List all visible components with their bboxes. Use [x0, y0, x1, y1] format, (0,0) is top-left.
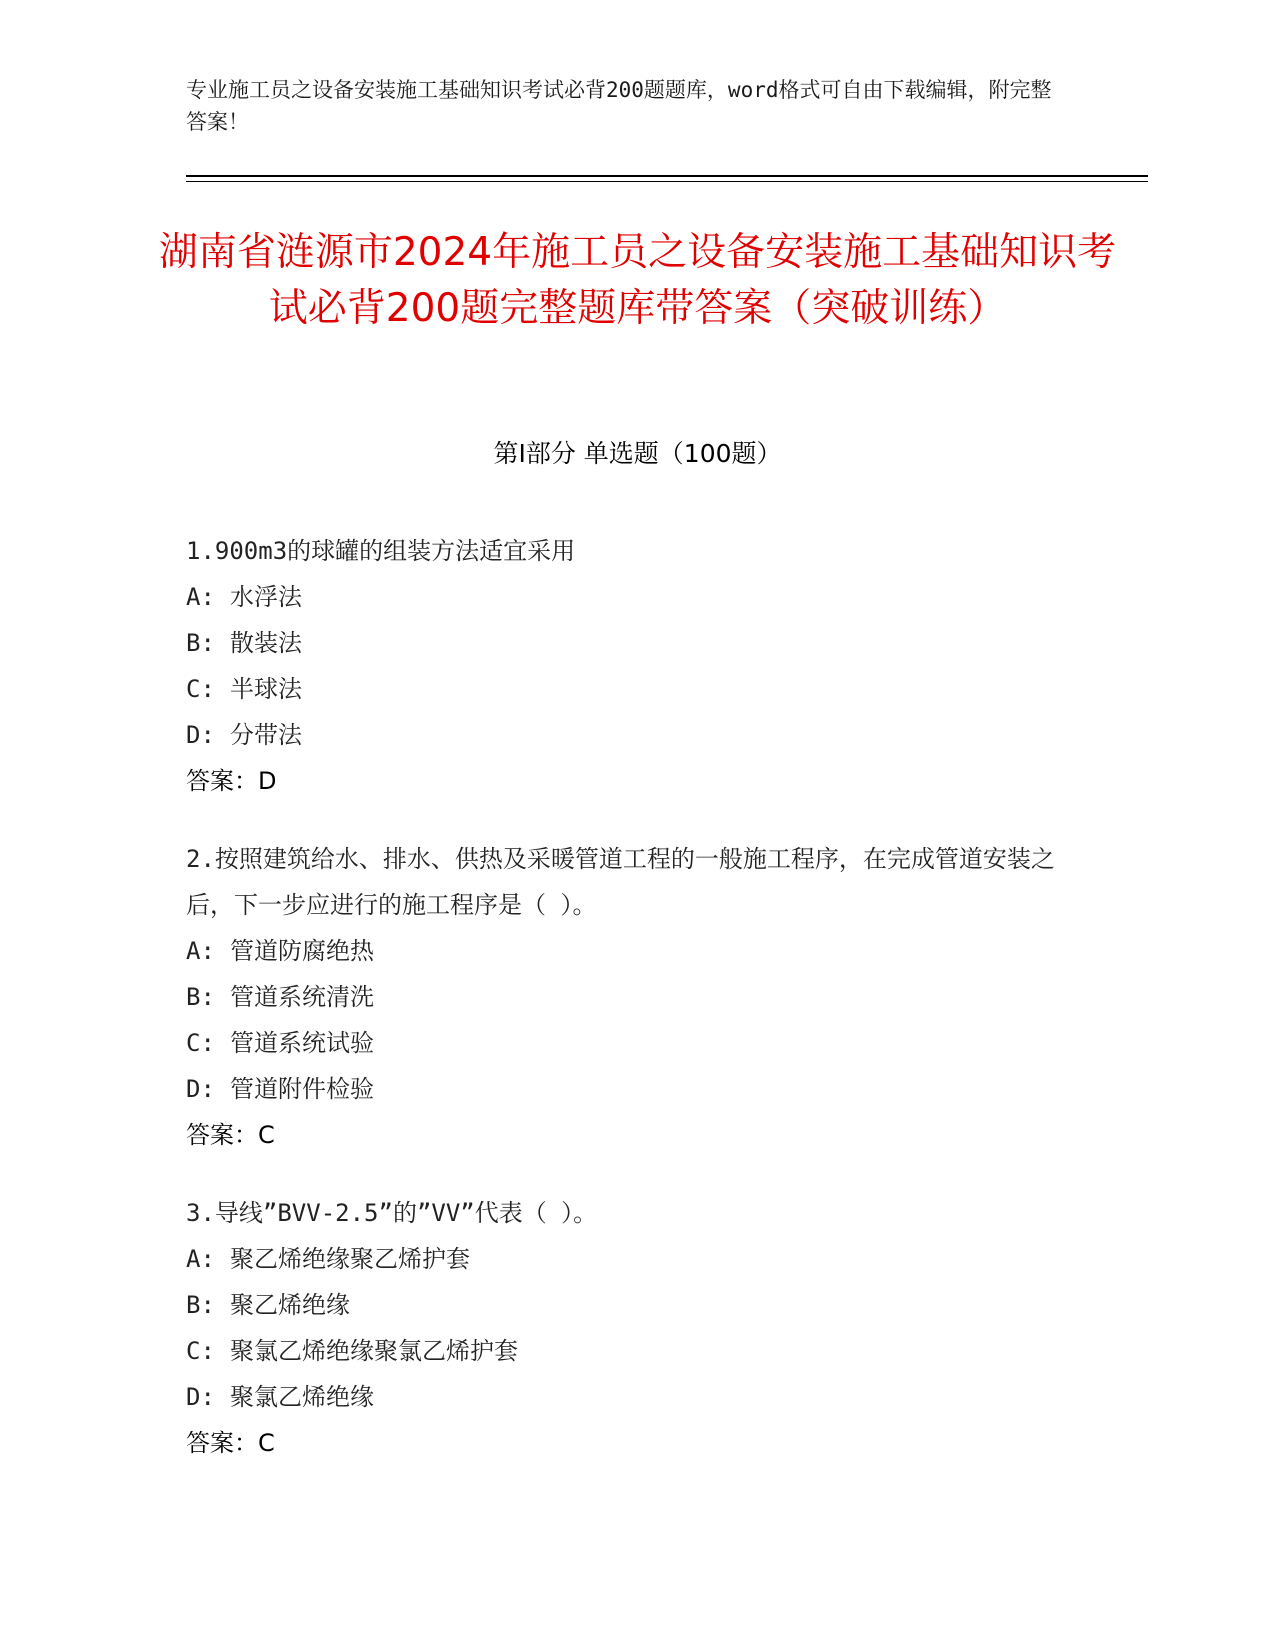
option-text: 管道系统试验	[230, 1029, 374, 1057]
question-stem: 1.900m3的球罐的组装方法适宜采用	[186, 537, 576, 565]
option-label: D:	[186, 721, 215, 749]
option-text: 分带法	[230, 721, 302, 749]
option-c	[186, 666, 1066, 712]
option-b	[186, 974, 1066, 1020]
option-label: B:	[186, 1291, 215, 1319]
answer: 答案：C	[186, 1121, 275, 1149]
option-text: 聚乙烯绝缘	[230, 1291, 350, 1319]
section-title: 第Ⅰ部分 单选题（100题）	[493, 439, 782, 468]
option-text: 管道系统清洗	[230, 983, 374, 1011]
option-label: A:	[186, 937, 215, 965]
option-label: B:	[186, 629, 215, 657]
option-c	[186, 1328, 1066, 1374]
option-a	[186, 574, 1066, 620]
question-2	[186, 836, 1066, 1158]
option-text: 水浮法	[230, 583, 302, 611]
option-d	[186, 712, 1066, 758]
option-a	[186, 928, 1066, 974]
option-d	[186, 1066, 1066, 1112]
option-text: 管道防腐绝热	[230, 937, 374, 965]
question-stem: 2.按照建筑给水、排水、供热及采暖管道工程的一般施工程序，在完成管道安装之后，下一步应进行的施工程序是（ ）。	[186, 845, 1055, 919]
header-rule-thick	[186, 175, 1148, 177]
document-title: 湖南省涟源市2024年施工员之设备安装施工基础知识考试必背200题完整题库带答案（突破训练）	[158, 230, 1117, 331]
option-label: C:	[186, 675, 215, 703]
question-3	[186, 1190, 1066, 1466]
header-rule-thin	[186, 181, 1148, 182]
option-text: 聚乙烯绝缘聚乙烯护套	[230, 1245, 470, 1273]
option-a	[186, 1236, 1066, 1282]
option-c	[186, 1020, 1066, 1066]
option-text: 聚氯乙烯绝缘	[230, 1383, 374, 1411]
answer: 答案：D	[186, 767, 277, 795]
question-stem: 3.导线”BVV-2.5”的”VV”代表（ ）。	[186, 1199, 598, 1227]
option-d	[186, 1374, 1066, 1420]
answer: 答案：C	[186, 1429, 275, 1457]
option-label: A:	[186, 1245, 215, 1273]
option-label: D:	[186, 1075, 215, 1103]
option-label: D:	[186, 1383, 215, 1411]
option-text: 管道附件检验	[230, 1075, 374, 1103]
option-b	[186, 620, 1066, 666]
option-b	[186, 1282, 1066, 1328]
option-label: A:	[186, 583, 215, 611]
option-label: C:	[186, 1029, 215, 1057]
option-label: C:	[186, 1337, 215, 1365]
option-text: 散装法	[230, 629, 302, 657]
option-label: B:	[186, 983, 215, 1011]
question-1	[186, 528, 1066, 804]
header-note: 专业施工员之设备安装施工基础知识考试必背200题题库，word格式可自由下载编辑，附完整答案！	[186, 78, 1052, 134]
question-list	[186, 528, 1066, 1498]
option-text: 聚氯乙烯绝缘聚氯乙烯护套	[230, 1337, 518, 1365]
option-text: 半球法	[230, 675, 302, 703]
